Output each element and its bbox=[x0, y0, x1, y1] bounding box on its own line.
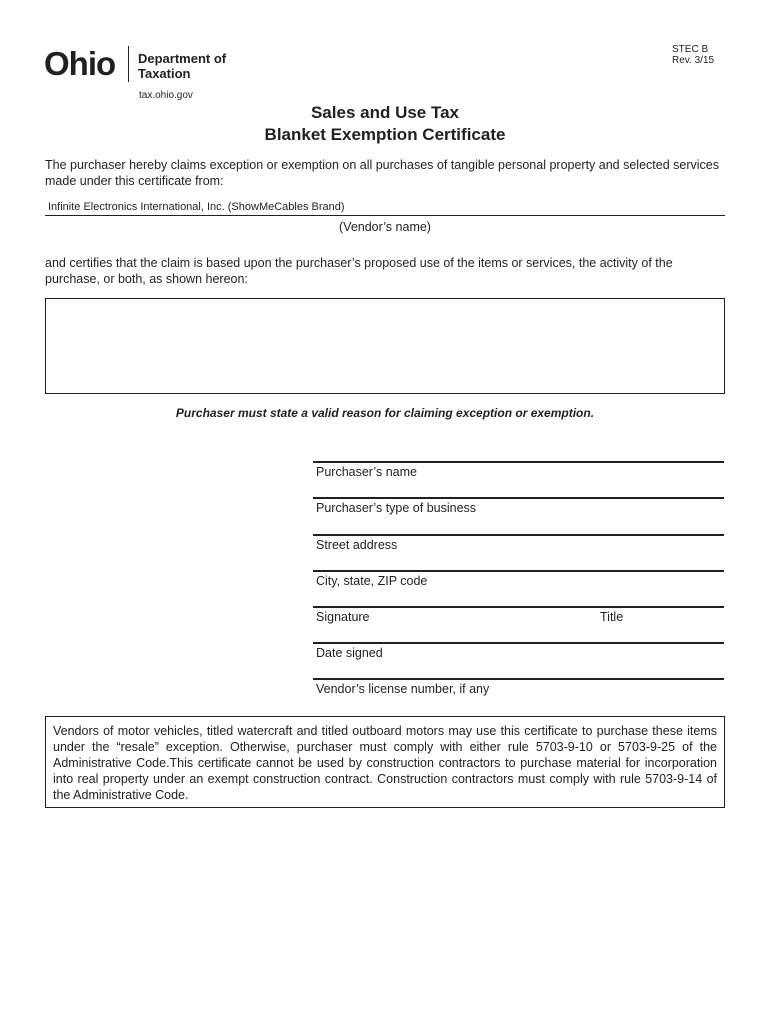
exemption-reason-field[interactable] bbox=[45, 298, 725, 394]
logo-divider bbox=[128, 46, 129, 82]
city-state-zip-line[interactable] bbox=[313, 570, 724, 572]
city-state-zip-label: City, state, ZIP code bbox=[316, 574, 428, 588]
street-address-line[interactable] bbox=[313, 534, 724, 536]
intro-paragraph: The purchaser hereby claims exception or exemption on all purchases of tangible personal property and selected services made under this certificate from: bbox=[45, 158, 719, 188]
business-type-label: Purchaser’s type of business bbox=[316, 501, 477, 515]
department-line-1: Department of bbox=[138, 51, 227, 66]
title-line-2: Blanket Exemption Certificate bbox=[264, 125, 506, 144]
title-line-1: Sales and Use Tax bbox=[310, 103, 460, 122]
date-signed-line[interactable] bbox=[313, 642, 724, 644]
date-signed-label: Date signed bbox=[316, 646, 383, 660]
website-link[interactable]: tax.ohio.gov bbox=[139, 90, 193, 101]
signature-label: Signature bbox=[316, 610, 370, 624]
vendor-license-label: Vendor’s license number, if any bbox=[316, 682, 490, 696]
vendor-name-field[interactable]: Infinite Electronics International, Inc. (ShowMeCables Brand) bbox=[48, 201, 345, 213]
reason-instruction: Purchaser must state a valid reason for claiming exception or exemption. bbox=[175, 406, 595, 420]
vendor-name-caption: (Vendor’s name) bbox=[339, 220, 431, 234]
street-address-label: Street address bbox=[316, 538, 398, 552]
ohio-logo: Ohio bbox=[44, 45, 116, 82]
purchaser-name-line[interactable] bbox=[313, 461, 724, 463]
title-label: Title bbox=[600, 610, 624, 624]
department-line-2: Taxation bbox=[138, 66, 191, 81]
form-identifier bbox=[672, 44, 732, 66]
notice-box: Vendors of motor vehicles, titled watercraft and titled outboard motors may use this certificate to purchase these items under the “resale” exception. Otherwise, purchaser must comply with either rule 5703-9-10 or 5703-9-25 of the Administrative Code.This certificate cannot be used by construction contractors to purchase material for incorporation into real property under an exempt construction contract. Construction contractors must comply with rule 5703-9-14 of the Administrative Code. bbox=[45, 716, 725, 808]
form-number: STEC B bbox=[672, 44, 709, 55]
signature-line[interactable] bbox=[313, 606, 724, 608]
business-type-line[interactable] bbox=[313, 497, 724, 499]
certify-paragraph: and certifies that the claim is based upon the purchaser’s proposed use of the items or services, the activity of the purchase, or both, as shown hereon: bbox=[45, 256, 673, 286]
vendor-license-line[interactable] bbox=[313, 678, 724, 680]
form-revision: Rev. 3/15 bbox=[672, 55, 715, 66]
form-title bbox=[0, 102, 770, 146]
department-name bbox=[138, 51, 226, 81]
purchaser-name-label: Purchaser’s name bbox=[316, 465, 417, 479]
vendor-name-line bbox=[45, 215, 725, 216]
